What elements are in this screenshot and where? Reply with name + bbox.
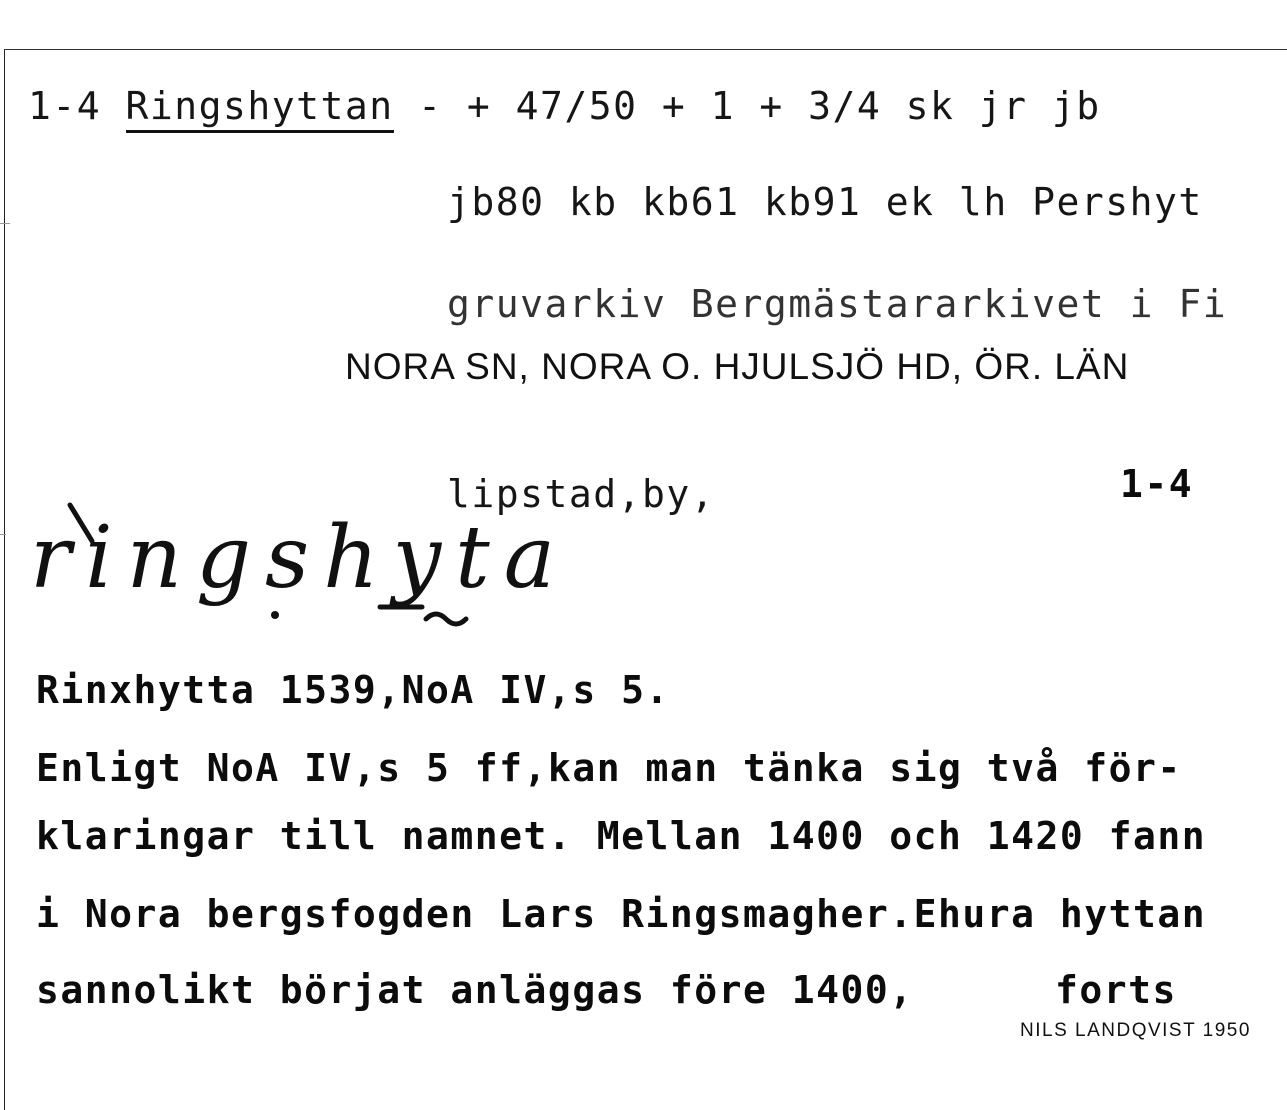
author-stamp: NILS LANDQVIST 1950 bbox=[1020, 1020, 1251, 1041]
pronunciation-text: ringshyta bbox=[30, 508, 569, 608]
header-line bbox=[28, 84, 1101, 128]
card-left-edge bbox=[4, 50, 5, 1110]
parish-stamp: NORA SN, NORA O. HJULSJÖ HD, ÖR. LÄN bbox=[345, 346, 1130, 387]
archive-line: gruvarkiv Bergmästararkivet i Fi bbox=[447, 282, 1228, 326]
card-guide-mark bbox=[0, 534, 6, 535]
body-line-5: sannolikt börjat anläggas före 1400, bbox=[36, 968, 914, 1012]
sublinear-dot bbox=[271, 611, 279, 619]
card-guide-mark bbox=[0, 223, 10, 224]
body-line-2: Enligt NoA IV,s 5 ff,kan man tänka sig två för- bbox=[36, 746, 1182, 790]
body-line-4: i Nora bergsfogden Lars Ringsmagher.Ehura hyttan bbox=[36, 892, 1207, 936]
header-codes: - + 47/50 + 1 + 3/4 sk jr jb bbox=[418, 84, 1101, 128]
reference-number: 1-4 bbox=[1120, 462, 1194, 506]
continued-marker: forts bbox=[1055, 968, 1177, 1012]
location-line: lipstad,by, bbox=[447, 472, 716, 516]
codes-line: jb80 kb kb61 kb91 ek lh Pershyt bbox=[447, 180, 1203, 224]
reduction-mark bbox=[426, 614, 466, 624]
body-line-3: klaringar till namnet. Mellan 1400 och 1420 fann bbox=[36, 814, 1207, 858]
handwritten-pronunciation bbox=[30, 495, 569, 645]
header-number: 1-4 bbox=[28, 84, 102, 128]
card-top-edge bbox=[4, 49, 1287, 50]
body-line-1: Rinxhytta 1539,NoA IV,s 5. bbox=[36, 668, 670, 712]
header-place-name: Ringshyttan bbox=[126, 84, 394, 133]
